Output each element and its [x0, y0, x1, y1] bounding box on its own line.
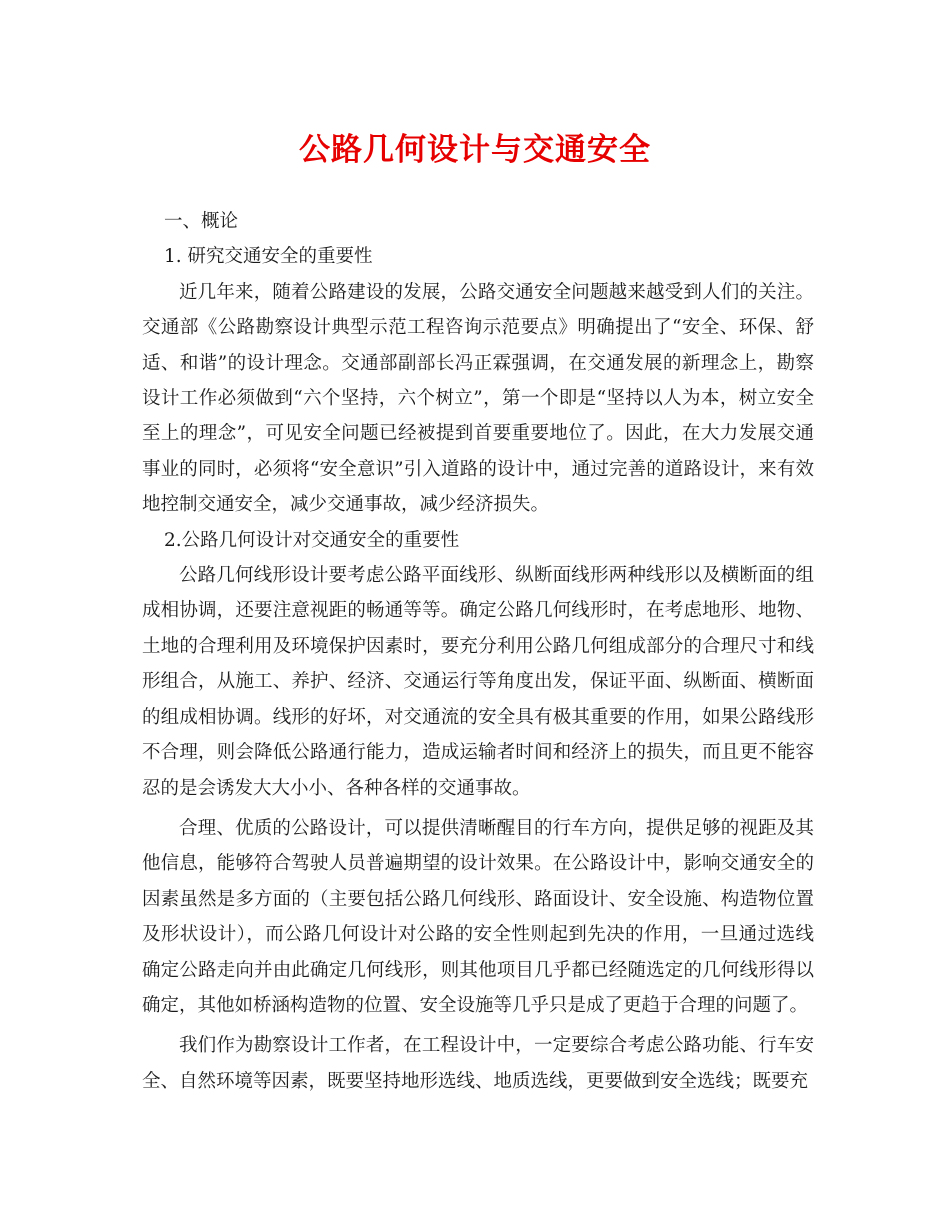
document-body	[142, 204, 814, 1099]
paragraph-3: 合理、优质的公路设计，可以提供清晰醒目的行车方向，提供足够的视距及其他信息，能够符合驾驶人员普遍期望的设计效果。在公路设计中，影响交通安全的因素虽然是多方面的（主要包括公路几何线形、路面设计、安全设施、构造物位置及形状设计），而公路几何设计对公路的安全性则起到先决的作用，一旦通过选线确定公路走向并由此确定几何线形，则其他项目几乎都已经随选定的几何线形得以确定，其他如桥涵构造物的位置、安全设施等几乎只是成了更趋于合理的问题了。	[142, 817, 814, 1016]
subheading-2: 2.公路几何设计对交通安全的重要性	[164, 529, 460, 551]
document-title: 公路几何设计与交通安全	[299, 132, 651, 168]
paragraph-1: 近几年来，随着公路建设的发展，公路交通安全问题越来越受到人们的关注。交通部《公路勘察设计典型示范工程咨询示范要点》明确提出了“安全、环保、舒适、和谐”的设计理念。交通部副部长冯正霖强调，在交通发展的新理念上，勘察设计工作必须做到“六个坚持，六个树立”，第一个即是“坚持以人为本，树立安全至上的理念”，可见安全问题已经被提到首要重要地位了。因此，在大力发展交通事业的同时，必须将“安全意识”引入道路的设计中，通过完善的道路设计，来有效地控制交通安全，减少交通事故，减少经济损失。	[142, 281, 814, 516]
paragraph-2: 公路几何线形设计要考虑公路平面线形、纵断面线形两种线形以及横断面的组成相协调，还要注意视距的畅通等等。确定公路几何线形时，在考虑地形、地物、土地的合理利用及环境保护因素时，要充分利用公路几何组成部分的合理尺寸和线形组合，从施工、养护、经济、交通运行等角度出发，保证平面、纵断面、横断面的组成相协调。线形的好坏，对交通流的安全具有极其重要的作用，如果公路线形不合理，则会降低公路通行能力，造成运输者时间和经济上的损失，而且更不能容忍的是会诱发大大小小、各种各样的交通事故。	[142, 565, 814, 799]
paragraph-4: 我们作为勘察设计工作者，在工程设计中，一定要综合考虑公路功能、行车安全、自然环境等因素，既要坚持地形选线、地质选线，更要做到安全选线；既要充	[142, 1035, 814, 1092]
subheading-1: 1. 研究交通安全的重要性	[164, 246, 373, 268]
section-heading: 一、概论	[164, 211, 239, 232]
